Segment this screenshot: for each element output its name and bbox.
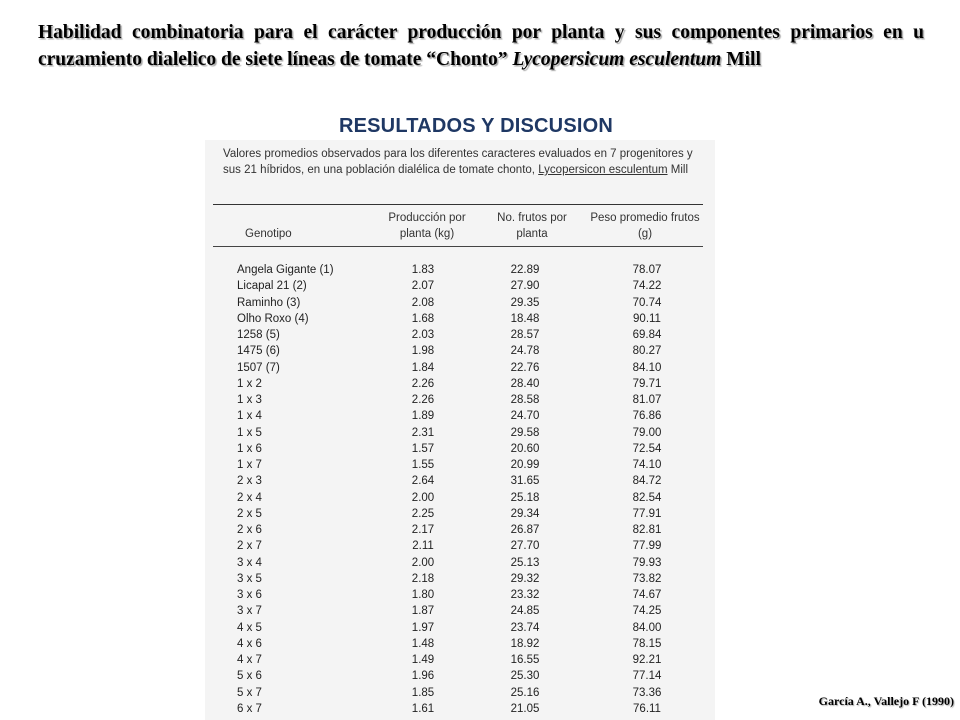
cell-peso: 77.14 bbox=[632, 670, 662, 683]
table-row bbox=[205, 652, 715, 668]
cell-produccion: 1.98 bbox=[411, 345, 435, 358]
cell-produccion: 2.11 bbox=[412, 540, 434, 553]
table-row bbox=[205, 457, 715, 473]
table-row bbox=[205, 441, 715, 457]
caption-text: Valores promedios observados para los diferentes caracteres evaluados en 7 progenitores y sus 21 híbridos, en una población dialélica de tomate chonto, bbox=[223, 148, 693, 176]
header-frutos: No. frutos por planta bbox=[497, 212, 567, 240]
cell-frutos: 29.34 bbox=[510, 507, 540, 520]
cell-peso: 90.11 bbox=[633, 312, 661, 325]
cell-frutos: 26.87 bbox=[510, 524, 540, 536]
table-row bbox=[205, 392, 715, 408]
table-row bbox=[205, 262, 715, 278]
table-row bbox=[205, 376, 715, 392]
cell-genotipo: 1 x 3 bbox=[237, 394, 262, 406]
cell-peso: 74.25 bbox=[632, 605, 662, 618]
table-row bbox=[205, 668, 715, 684]
cell-frutos: 22.89 bbox=[510, 264, 540, 276]
cell-genotipo: 1 x 7 bbox=[237, 459, 262, 471]
cell-frutos: 28.58 bbox=[510, 394, 540, 406]
table-row bbox=[205, 506, 715, 522]
cell-peso: 77.99 bbox=[632, 540, 662, 553]
table-row bbox=[205, 636, 715, 652]
table-row bbox=[205, 295, 715, 311]
cell-frutos: 29.58 bbox=[510, 426, 540, 439]
cell-produccion: 2.18 bbox=[411, 572, 435, 585]
cell-peso: 74.67 bbox=[632, 589, 662, 601]
cell-produccion: 2.26 bbox=[411, 377, 435, 390]
table-row bbox=[205, 685, 715, 701]
cell-genotipo: 1475 (6) bbox=[237, 345, 280, 358]
cell-frutos: 23.74 bbox=[510, 621, 540, 634]
cell-genotipo: 2 x 4 bbox=[237, 491, 262, 504]
table-row bbox=[205, 473, 715, 489]
cell-frutos: 23.32 bbox=[510, 589, 540, 601]
cell-peso: 77.91 bbox=[632, 507, 662, 520]
cell-frutos: 27.90 bbox=[510, 280, 540, 293]
slide-title bbox=[38, 19, 924, 73]
cell-genotipo: 1 x 2 bbox=[237, 377, 262, 390]
cell-peso: 69.84 bbox=[632, 329, 662, 341]
cell-produccion: 1.48 bbox=[411, 637, 435, 650]
cell-genotipo: 3 x 4 bbox=[237, 556, 262, 569]
cell-frutos: 24.85 bbox=[510, 605, 540, 618]
header-genotipo: Genotipo bbox=[245, 228, 292, 240]
table-header-rule bbox=[213, 246, 703, 247]
table-body bbox=[205, 262, 715, 717]
cell-peso: 82.81 bbox=[632, 524, 662, 536]
table-row bbox=[205, 571, 715, 587]
cell-peso: 84.10 bbox=[632, 361, 662, 374]
title-main-text: Habilidad combinatoria para el carácter producción por planta y sus componentes primarios en u cruzamiento dialelico de siete líneas de tomate “Chonto” bbox=[38, 22, 924, 70]
cell-produccion: 2.00 bbox=[411, 491, 435, 504]
cell-genotipo: Raminho (3) bbox=[237, 296, 301, 309]
cell-genotipo: 6 x 7 bbox=[237, 702, 262, 715]
table-row bbox=[205, 408, 715, 424]
cell-peso: 81.07 bbox=[632, 394, 662, 406]
header-peso: Peso promedio frutos (g) bbox=[590, 212, 700, 240]
cell-genotipo: 3 x 6 bbox=[237, 589, 262, 601]
cell-genotipo: 4 x 7 bbox=[237, 654, 262, 666]
cell-peso: 78.15 bbox=[632, 637, 662, 650]
table-row bbox=[205, 360, 715, 376]
cell-peso: 76.86 bbox=[632, 410, 662, 423]
table-row bbox=[205, 587, 715, 603]
cell-frutos: 25.18 bbox=[510, 491, 540, 504]
cell-frutos: 29.32 bbox=[510, 572, 540, 585]
cell-peso: 74.22 bbox=[632, 280, 662, 293]
cell-produccion: 1.85 bbox=[411, 686, 435, 699]
table-row bbox=[205, 522, 715, 538]
title-author: Mill bbox=[726, 49, 761, 70]
cell-peso: 73.36 bbox=[632, 686, 662, 699]
cell-produccion: 2.07 bbox=[411, 280, 435, 293]
cell-genotipo: 2 x 6 bbox=[237, 524, 262, 536]
cell-peso: 82.54 bbox=[632, 491, 662, 504]
cell-peso: 72.54 bbox=[632, 442, 662, 455]
cell-peso: 74.10 bbox=[632, 459, 662, 471]
cell-peso: 78.07 bbox=[632, 264, 662, 276]
cell-produccion: 1.87 bbox=[411, 605, 435, 618]
cell-peso: 80.27 bbox=[632, 345, 662, 358]
cell-frutos: 22.76 bbox=[510, 361, 540, 374]
cell-produccion: 1.49 bbox=[411, 654, 435, 666]
cell-produccion: 1.96 bbox=[411, 670, 435, 683]
table-row bbox=[205, 490, 715, 506]
cell-peso: 76.11 bbox=[633, 702, 661, 715]
cell-peso: 84.00 bbox=[632, 621, 662, 634]
cell-produccion: 2.64 bbox=[411, 475, 435, 488]
cell-genotipo: 3 x 7 bbox=[237, 605, 262, 618]
cell-frutos: 24.70 bbox=[510, 410, 540, 423]
cell-peso: 79.93 bbox=[632, 556, 662, 569]
cell-produccion: 2.03 bbox=[411, 329, 435, 341]
cell-peso: 84.72 bbox=[632, 475, 662, 488]
cell-frutos: 16.55 bbox=[510, 654, 540, 666]
cell-peso: 92.21 bbox=[632, 654, 662, 666]
caption-species: Lycopersicon esculentum bbox=[538, 164, 668, 176]
cell-genotipo: Angela Gigante (1) bbox=[237, 264, 334, 276]
cell-genotipo: 4 x 6 bbox=[237, 637, 262, 650]
cell-peso: 79.71 bbox=[632, 377, 662, 390]
cell-genotipo: Olho Roxo (4) bbox=[237, 312, 309, 325]
cell-produccion: 2.25 bbox=[411, 507, 435, 520]
table-row bbox=[205, 701, 715, 717]
cell-frutos: 28.57 bbox=[510, 329, 540, 341]
table-top-rule bbox=[213, 204, 703, 205]
cell-produccion: 2.17 bbox=[411, 524, 435, 536]
cell-frutos: 25.16 bbox=[510, 686, 540, 699]
cell-genotipo: 3 x 5 bbox=[237, 572, 262, 585]
cell-genotipo: Licapal 21 (2) bbox=[237, 280, 307, 293]
table-row bbox=[205, 278, 715, 294]
cell-genotipo: 1 x 5 bbox=[237, 426, 262, 439]
table-row bbox=[205, 555, 715, 571]
cell-frutos: 27.70 bbox=[510, 540, 540, 553]
cell-produccion: 1.80 bbox=[411, 589, 435, 601]
cell-produccion: 2.08 bbox=[411, 296, 435, 309]
cell-genotipo: 1258 (5) bbox=[237, 329, 280, 341]
cell-peso: 79.00 bbox=[632, 426, 662, 439]
cell-frutos: 24.78 bbox=[510, 345, 540, 358]
cell-produccion: 1.84 bbox=[411, 361, 435, 374]
cell-genotipo: 5 x 6 bbox=[237, 670, 262, 683]
cell-produccion: 1.89 bbox=[411, 410, 435, 423]
cell-genotipo: 1507 (7) bbox=[237, 361, 280, 374]
cell-produccion: 1.83 bbox=[411, 264, 435, 276]
cell-frutos: 18.92 bbox=[510, 637, 540, 650]
cell-frutos: 20.99 bbox=[510, 459, 540, 471]
cell-frutos: 21.05 bbox=[510, 702, 540, 715]
cell-genotipo: 2 x 5 bbox=[237, 507, 262, 520]
cell-frutos: 25.13 bbox=[510, 556, 540, 569]
cell-produccion: 1.55 bbox=[411, 459, 435, 471]
cell-frutos: 28.40 bbox=[510, 377, 540, 390]
cell-genotipo: 1 x 4 bbox=[237, 410, 262, 423]
cell-produccion: 1.61 bbox=[411, 702, 435, 715]
caption-author: Mill bbox=[670, 164, 688, 176]
table-row bbox=[205, 425, 715, 441]
cell-peso: 73.82 bbox=[632, 572, 662, 585]
table-row bbox=[205, 311, 715, 327]
citation: García A., Vallejo F (1990) bbox=[818, 694, 954, 708]
cell-genotipo: 4 x 5 bbox=[237, 621, 262, 634]
cell-produccion: 1.57 bbox=[411, 442, 435, 455]
table-row bbox=[205, 538, 715, 554]
cell-genotipo: 1 x 6 bbox=[237, 442, 262, 455]
cell-frutos: 31.65 bbox=[510, 475, 540, 488]
section-heading: RESULTADOS Y DISCUSION bbox=[338, 115, 614, 137]
cell-frutos: 25.30 bbox=[510, 670, 540, 683]
cell-produccion: 2.26 bbox=[411, 394, 435, 406]
header-produccion: Producción por planta (kg) bbox=[388, 212, 466, 240]
title-species: Lycopersicum esculentum bbox=[512, 49, 722, 70]
cell-genotipo: 2 x 7 bbox=[237, 540, 262, 553]
table-row bbox=[205, 603, 715, 619]
cell-produccion: 2.31 bbox=[411, 426, 435, 439]
table-row bbox=[205, 327, 715, 343]
cell-produccion: 2.00 bbox=[411, 556, 435, 569]
cell-produccion: 1.97 bbox=[411, 621, 435, 634]
scanned-table bbox=[205, 140, 715, 720]
cell-genotipo: 2 x 3 bbox=[237, 475, 262, 488]
cell-frutos: 20.60 bbox=[510, 442, 540, 455]
cell-frutos: 29.35 bbox=[510, 296, 540, 309]
cell-genotipo: 5 x 7 bbox=[237, 686, 262, 699]
table-row bbox=[205, 620, 715, 636]
cell-produccion: 1.68 bbox=[411, 312, 435, 325]
table-caption bbox=[223, 146, 711, 178]
table-row bbox=[205, 343, 715, 359]
cell-peso: 70.74 bbox=[632, 296, 662, 309]
cell-frutos: 18.48 bbox=[510, 312, 540, 325]
